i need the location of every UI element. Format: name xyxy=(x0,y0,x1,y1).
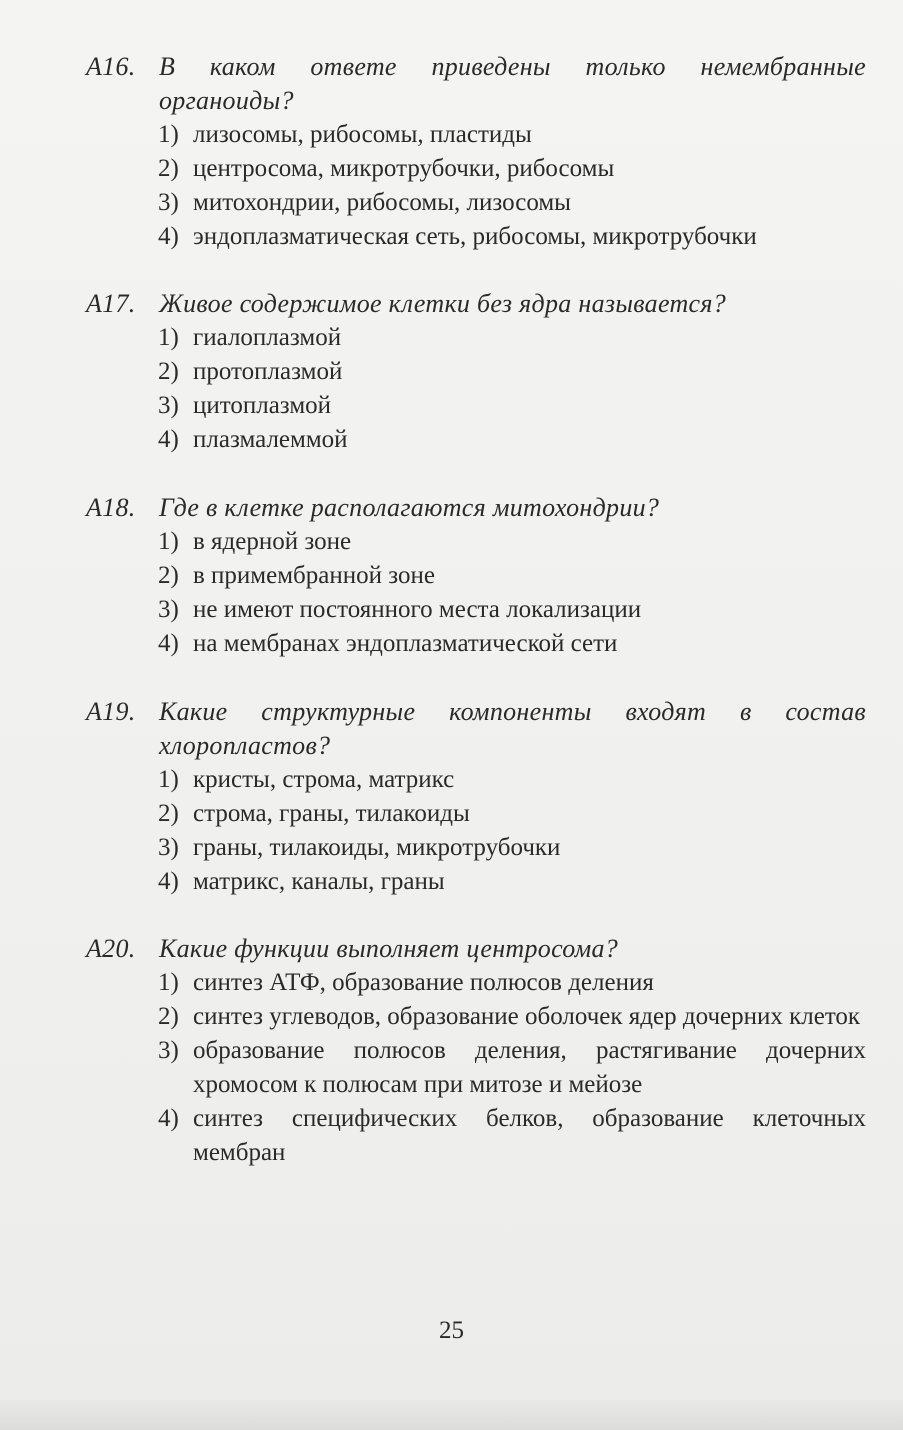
question-number: A19. xyxy=(86,697,136,726)
answer-number: 3) xyxy=(158,834,179,861)
question-text: В каком ответе приведены только немембранные органоиды? xyxy=(159,52,866,115)
answer-number: 4) xyxy=(158,426,179,453)
question-a16 xyxy=(86,50,866,254)
answer-text: митохондрии, рибосомы, лизосомы xyxy=(193,189,571,216)
question-text: Какие структурные компоненты входят в состав хлоропластов? xyxy=(159,697,866,760)
answer-number: 3) xyxy=(158,596,179,623)
question-heading xyxy=(86,287,866,321)
answer-option xyxy=(158,797,866,831)
answer-number: 2) xyxy=(158,358,179,385)
answer-option xyxy=(158,525,866,559)
answer-number: 3) xyxy=(158,189,179,216)
answer-list xyxy=(86,321,866,457)
answer-option xyxy=(158,763,866,797)
answer-text: протоплазмой xyxy=(193,358,343,385)
answer-text: не имеют постоянного места локализации xyxy=(193,596,642,623)
answer-option xyxy=(158,593,866,627)
answer-option xyxy=(158,321,866,355)
question-text: Живое содержимое клетки без ядра называется? xyxy=(159,289,727,318)
answer-option xyxy=(158,1102,866,1170)
question-heading xyxy=(86,695,866,763)
answer-text: матрикс, каналы, граны xyxy=(193,868,445,895)
answer-number: 4) xyxy=(158,868,179,895)
answer-list xyxy=(86,966,866,1170)
answer-option xyxy=(158,559,866,593)
answer-text: в ядерной зоне xyxy=(193,528,352,555)
answer-text: строма, граны, тилакоиды xyxy=(193,800,470,827)
question-a20 xyxy=(86,932,866,1170)
answer-text: на мембранах эндоплазматической сети xyxy=(193,630,618,657)
answer-option xyxy=(158,389,866,423)
question-heading xyxy=(86,932,866,966)
answer-number: 3) xyxy=(158,392,179,419)
answer-number: 2) xyxy=(158,800,179,827)
answer-text: синтез специфических белков, образование клеточных мембран xyxy=(193,1105,866,1166)
answer-option xyxy=(158,355,866,389)
answer-number: 1) xyxy=(158,766,179,793)
question-number: A17. xyxy=(86,289,136,318)
answer-list xyxy=(86,763,866,899)
answer-option xyxy=(158,220,866,254)
answer-option xyxy=(158,152,866,186)
answer-text: гиалоплазмой xyxy=(193,324,342,351)
answer-number: 1) xyxy=(158,969,179,996)
answer-text: центросома, микротрубочки, рибосомы xyxy=(193,155,615,182)
page-number: 25 xyxy=(439,1317,464,1344)
answer-text: кристы, строма, матрикс xyxy=(193,766,455,793)
answer-option xyxy=(158,831,866,865)
answer-list xyxy=(86,525,866,661)
question-a18 xyxy=(86,491,866,661)
answer-option xyxy=(158,186,866,220)
answer-number: 1) xyxy=(158,528,179,555)
question-number: A16. xyxy=(86,52,136,81)
answer-number: 2) xyxy=(158,562,179,589)
page-edge-shadow xyxy=(0,1400,903,1430)
answer-number: 1) xyxy=(158,324,179,351)
question-a17 xyxy=(86,287,866,457)
answer-number: 2) xyxy=(158,1003,179,1030)
answer-number: 4) xyxy=(158,223,179,250)
question-text: Где в клетке располагаются митохондрии? xyxy=(159,493,660,522)
answer-list xyxy=(86,118,866,254)
answer-number: 2) xyxy=(158,155,179,182)
answer-text: лизосомы, рибосомы, пластиды xyxy=(193,121,532,148)
answer-number: 3) xyxy=(158,1037,179,1064)
answer-option xyxy=(158,627,866,661)
answer-text: синтез углеводов, образование оболочек ядер дочерних клеток xyxy=(193,1003,861,1030)
question-text: Какие функции выполняет центросома? xyxy=(159,934,619,963)
answer-text: плазмалеммой xyxy=(193,426,348,453)
answer-option xyxy=(158,423,866,457)
question-a19 xyxy=(86,695,866,899)
answer-option xyxy=(158,966,866,1000)
answer-text: цитоплазмой xyxy=(193,392,332,419)
answer-number: 4) xyxy=(158,630,179,657)
answer-text: синтез АТФ, образование полюсов деления xyxy=(193,969,654,996)
answer-option xyxy=(158,1034,866,1102)
answer-text: в примембранной зоне xyxy=(193,562,435,589)
answer-number: 1) xyxy=(158,121,179,148)
answer-option xyxy=(158,1000,866,1034)
answer-text: образование полюсов деления, растягивание дочерних хромосом к полюсам при митозе и мейозе xyxy=(193,1037,866,1098)
question-number: A18. xyxy=(86,493,136,522)
question-number: A20. xyxy=(86,934,136,963)
answer-text: эндоплазматическая сеть, рибосомы, микротрубочки xyxy=(193,223,757,250)
answer-number: 4) xyxy=(158,1105,179,1132)
answer-option xyxy=(158,865,866,899)
answer-option xyxy=(158,118,866,152)
question-heading xyxy=(86,50,866,118)
answer-text: граны, тилакоиды, микротрубочки xyxy=(193,834,561,861)
question-heading xyxy=(86,491,866,525)
